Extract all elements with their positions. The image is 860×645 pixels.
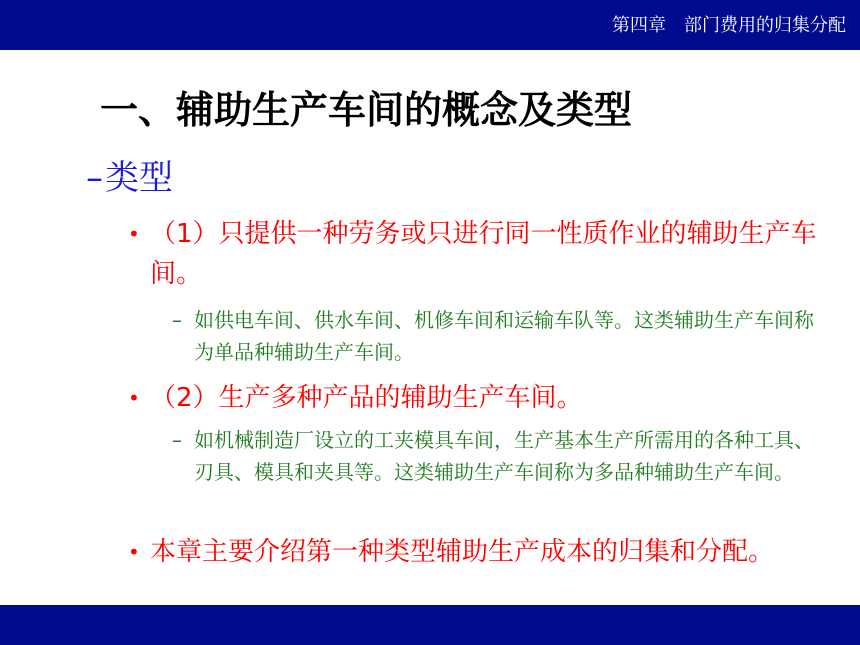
bullet-text: 本章主要介绍第一种类型辅助生产成本的归集和分配。	[150, 537, 775, 567]
sub-text: 如机械制造厂设立的工夹模具车间，生产基本生产所需用的各种工具、刃具、模具和夹具等。这类辅助生产车间称为多品种辅助生产车间。	[194, 428, 814, 484]
footer-bar	[0, 605, 860, 645]
section-dash: –	[86, 158, 103, 198]
chapter-title: 第四章 部门费用的归集分配	[612, 15, 846, 36]
bullet-text: （1）只提供一种劳务或只进行同一性质作业的辅助生产车间。	[150, 219, 817, 289]
bullet-text: （2）生产多种产品的辅助生产车间。	[150, 383, 583, 413]
bullet-marker: •	[128, 222, 140, 246]
section-heading	[86, 156, 173, 200]
bullet-marker: •	[128, 540, 140, 564]
bullet-marker: •	[128, 386, 140, 410]
sub-dash: –	[172, 308, 182, 332]
sub-dash: –	[172, 428, 182, 452]
section-label: 类型	[105, 158, 173, 198]
slide-title: 一、辅助生产车间的概念及类型	[100, 88, 633, 132]
sub-item-1	[172, 304, 832, 368]
bullet-item-2	[128, 378, 828, 418]
sub-item-2	[172, 424, 832, 488]
header-bar	[0, 0, 860, 50]
sub-text: 如供电车间、供水车间、机修车间和运输车队等。这类辅助生产车间称为单品种辅助生产车间。	[194, 308, 814, 364]
bullet-item-1	[128, 214, 828, 294]
bullet-item-3	[128, 532, 848, 572]
